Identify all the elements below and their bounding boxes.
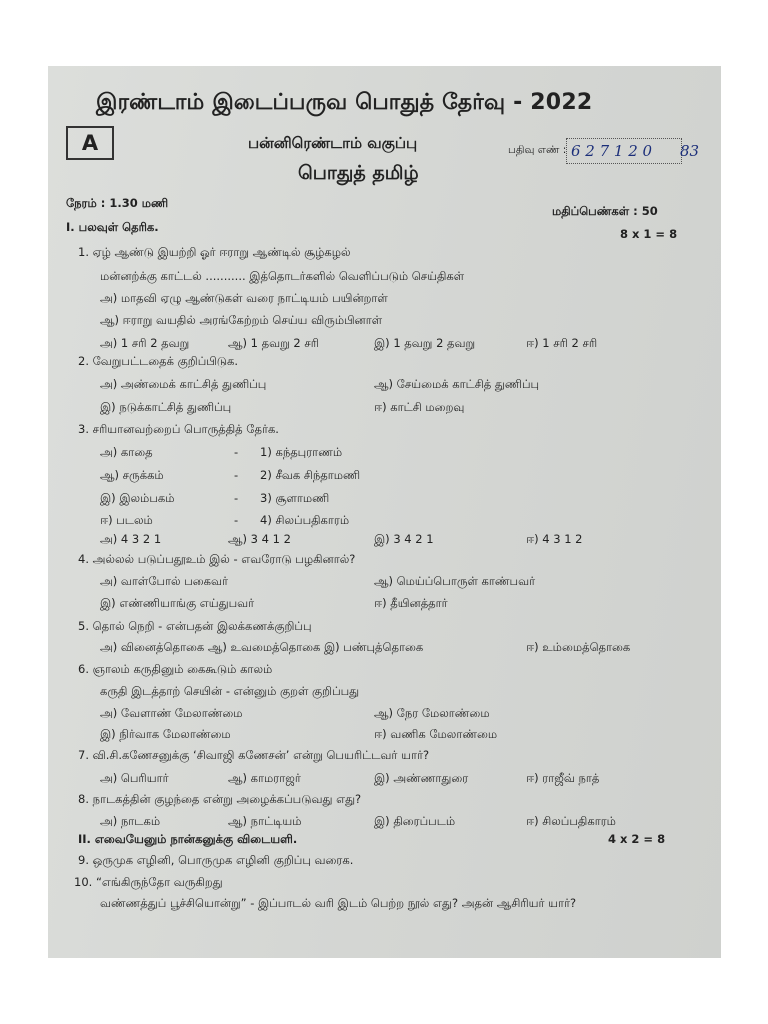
q3-match-dash: - <box>234 445 239 459</box>
exam-title: இரண்டாம் இடைப்பருவ பொதுத் தேர்வு - 2022 <box>96 90 593 115</box>
q6-option-a: அ) வேளாண் மேலாண்மை <box>100 706 243 720</box>
q3-match-left: இ) இலம்பகம் <box>100 491 175 505</box>
q1-line-3: அ) மாதவி ஏழு ஆண்டுகள் வரை நாட்டியம் பயின்றாள் <box>100 291 388 305</box>
q5-option-d: ஈ) உம்மைத்தொகை <box>526 640 631 654</box>
q4-option-b: ஆ) மெய்ப்பொருள் காண்பவர் <box>374 574 536 588</box>
q3-match-right: 2) சீவக சிந்தாமணி <box>260 468 361 482</box>
q3-option-a: அ) 4 3 2 1 <box>100 532 162 546</box>
q2-option-c: இ) நடுக்காட்சித் துணிப்பு <box>100 400 232 414</box>
q3-match-left: ஆ) சருக்கம் <box>100 468 164 482</box>
q3-match-dash: - <box>234 468 239 482</box>
q10-line-2: வண்ணத்துப் பூச்சியொன்று” - இப்பாடல் வரி இடம் பெற்ற நூல் எது? அதன் ஆசிரியர் யார்? <box>100 896 577 910</box>
reg-number-field <box>566 138 682 164</box>
q5-line-2: அ) வினைத்தொகை ஆ) உவமைத்தொகை இ) பண்புத்தொகை <box>100 640 424 654</box>
q1-option-a: அ) 1 சரி 2 தவறு <box>100 336 190 350</box>
q7-option-b: ஆ) காமராஜர் <box>228 771 301 785</box>
q3-line-1: 3. சரியானவற்றைப் பொருத்தித் தேர்க. <box>78 422 279 436</box>
marks-label: மதிப்பெண்கள் : 50 <box>552 204 658 218</box>
reg-number-extra: 83 <box>680 142 700 160</box>
q6-line-2: கருதி இடத்தாற் செயின் - என்னும் குறள் குறிப்பது <box>100 684 360 698</box>
q9-line-1: 9. ஒருமுக எழினி, பொருமுக எழினி குறிப்பு வரைக. <box>78 853 354 867</box>
q1-line-1: 1. ஏழ் ஆண்டு இயற்றி ஓர் ஈராறு ஆண்டில் சூழ்கழல் <box>78 245 351 259</box>
section-2-score: 4 x 2 = 8 <box>608 832 666 846</box>
section-2-heading: II. எவையேனும் நான்கனுக்கு விடையளி. <box>78 832 298 846</box>
q8-line-1: 8. நாடகத்தின் குழந்தை என்று அழைக்கப்படுவது எது? <box>78 792 362 806</box>
set-code-box: A <box>66 126 114 160</box>
q2-option-d: ஈ) காட்சி மறைவு <box>374 400 465 414</box>
exam-paper <box>48 66 721 958</box>
q7-option-d: ஈ) ராஜீவ் நாத் <box>526 771 600 785</box>
section-1-heading: I. பலவுள் தெரிக. <box>66 220 159 234</box>
q3-match-dash: - <box>234 513 239 527</box>
q7-line-1: 7. வி.சி.கணேசனுக்கு ‘சிவாஜி கணேசன்’ என்று பெயரிட்டவர் யார்? <box>78 748 430 762</box>
q5-line-1: 5. தொல் நெறி - என்பதன் இலக்கணக்குறிப்பு <box>78 619 312 633</box>
q3-match-dash: - <box>234 491 239 505</box>
q4-option-a: அ) வாள்போல் பகைவர் <box>100 574 229 588</box>
q6-option-c: இ) நிர்வாக மேலாண்மை <box>100 727 231 741</box>
q6-line-1: 6. ஞாலம் கருதினும் கைகூடும் காலம் <box>78 662 273 676</box>
class-label: பன்னிரெண்டாம் வகுப்பு <box>248 134 418 152</box>
q4-line-1: 4. அல்லல் படுப்பதூஉம் இல் - எவரோடு பழகினால்? <box>78 552 356 566</box>
q2-line-1: 2. வேறுபட்டதைக் குறிப்பிடுக. <box>78 354 239 368</box>
q3-match-right: 4) சிலப்பதிகாரம் <box>260 513 350 527</box>
q7-option-a: அ) பெரியார் <box>100 771 169 785</box>
q2-option-a: அ) அண்மைக் காட்சித் துணிப்பு <box>100 377 267 391</box>
q8-option-c: இ) திரைப்படம் <box>374 814 456 828</box>
q3-match-right: 1) கந்தபுராணம் <box>260 445 343 459</box>
q6-option-d: ஈ) வணிக மேலாண்மை <box>374 727 498 741</box>
q3-match-left: ஈ) படலம் <box>100 513 153 527</box>
q1-option-b: ஆ) 1 தவறு 2 சரி <box>228 336 320 350</box>
q3-option-c: இ) 3 4 2 1 <box>374 532 434 546</box>
q10-line-1: 10. “எங்கிருந்தோ வருகிறது <box>74 875 223 889</box>
subject-title: பொதுத் தமிழ் <box>298 162 419 184</box>
q3-match-left: அ) காதை <box>100 445 153 459</box>
q3-option-b: ஆ) 3 4 1 2 <box>228 532 291 546</box>
q1-option-c: இ) 1 தவறு 2 தவறு <box>374 336 476 350</box>
section-1-score: 8 x 1 = 8 <box>620 227 678 241</box>
q6-option-b: ஆ) நேர மேலாண்மை <box>374 706 490 720</box>
q8-option-d: ஈ) சிலப்பதிகாரம் <box>526 814 616 828</box>
q1-line-4: ஆ) ஈராறு வயதில் அரங்கேற்றம் செய்ய விரும்பினாள் <box>100 313 383 327</box>
q4-option-c: இ) எண்ணியாங்கு எய்துபவர் <box>100 596 255 610</box>
q3-match-right: 3) சூளாமணி <box>260 491 330 505</box>
reg-number-label: பதிவு எண் : <box>508 144 567 156</box>
q8-option-b: ஆ) நாட்டியம் <box>228 814 302 828</box>
time-label: நேரம் : 1.30 மணி <box>66 196 169 210</box>
q1-line-2: மன்னற்க்கு காட்டல் ........... இத்தொடர்களில் வெளிப்படும் செய்திகள் <box>100 269 465 283</box>
q8-option-a: அ) நாடகம் <box>100 814 161 828</box>
q1-option-d: ஈ) 1 சரி 2 சரி <box>526 336 598 350</box>
q3-option-d: ஈ) 4 3 1 2 <box>526 532 583 546</box>
q2-option-b: ஆ) சேய்மைக் காட்சித் துணிப்பு <box>374 377 540 391</box>
reg-number-value: 6 2 7 1 2 0 <box>571 142 653 160</box>
q4-option-d: ஈ) தீயினத்தார் <box>374 596 448 610</box>
q7-option-c: இ) அண்ணாதுரை <box>374 771 469 785</box>
